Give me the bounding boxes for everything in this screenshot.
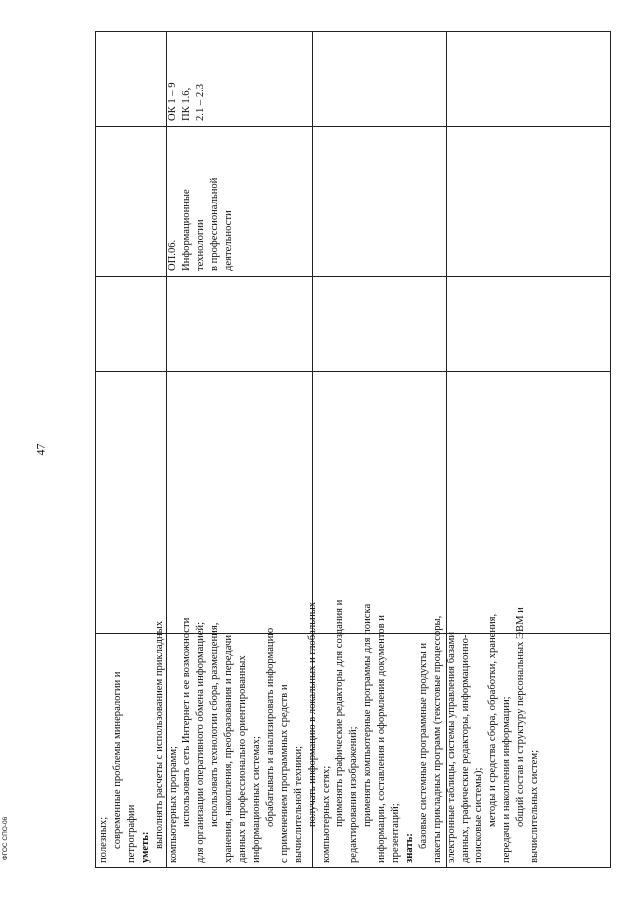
content-line: использовать сеть Интернет и ее возможности xyxy=(181,617,193,827)
footer-code: ФГОС СПО-06 xyxy=(2,816,10,861)
content-line: передачи и накопления информации; xyxy=(501,696,513,863)
content-line: электронные таблицы, системы управления базами xyxy=(445,631,457,863)
content-line: для организации оперативного обмена информацией; xyxy=(195,621,207,863)
content-line: хранения, накопления, преобразования и передачи xyxy=(223,634,235,863)
content-line: информации, составления и оформления документов и xyxy=(376,615,388,863)
content-line: уметь: xyxy=(139,831,151,863)
column-divider xyxy=(96,633,610,634)
page-number: 47 xyxy=(33,443,48,456)
discipline-line: деятельности xyxy=(222,210,234,271)
content-cell xyxy=(97,599,542,863)
content-line: данных, графические редакторы, информационно- xyxy=(459,634,471,863)
discipline-line: ОП.06. xyxy=(167,239,178,271)
content-line: современные проблемы минералогии и xyxy=(111,671,123,849)
content-line: пакеты прикладных программ (текстовые процессоры, xyxy=(431,615,443,863)
content-line: применять компьютерные программы для поиска xyxy=(362,603,374,827)
content-line: получать информацию в локальных и глобальных xyxy=(306,601,318,827)
content-line: базовые системные программные продукты и xyxy=(417,642,429,849)
content-line: вычислительных систем; xyxy=(529,749,541,863)
discipline-cell xyxy=(166,129,236,271)
content-line: презентаций; xyxy=(390,803,402,863)
discipline-line: Информационные xyxy=(180,189,192,271)
content-line: вычислительной техники; xyxy=(292,745,304,863)
content-line: редактирования изображений; xyxy=(348,726,360,863)
competence-line: ОК 1 – 9 xyxy=(167,82,178,121)
content-line: данных в профессионально ориентированных xyxy=(237,655,249,863)
content-line: информационных системах; xyxy=(250,736,262,863)
content-line: обрабатывать и анализировать информацию xyxy=(264,627,276,827)
content-line: выполнять расчеты с использованием прикладных xyxy=(153,620,165,849)
curriculum-table xyxy=(95,31,611,868)
competence-cell xyxy=(166,31,208,121)
content-line: общий состав и структуру персональных ЭВМ и xyxy=(515,607,527,827)
content-line: методы и средства сбора, обработки, хранения, xyxy=(487,613,499,827)
discipline-line: в профессиональной xyxy=(208,177,220,271)
column-divider xyxy=(96,276,610,277)
content-line: компьютерных сетях; xyxy=(320,765,332,863)
competence-line: ПК 1.6, xyxy=(180,87,192,121)
column-divider xyxy=(96,126,610,127)
rotated-page xyxy=(95,31,611,868)
content-line: компьютерных программ; xyxy=(167,745,179,863)
content-line: поисковые системы); xyxy=(473,767,485,863)
content-line: знать: xyxy=(403,833,415,863)
content-line: применять графические редакторы для создания и xyxy=(334,599,346,827)
content-line: полезных; xyxy=(98,816,109,863)
column-divider xyxy=(96,371,610,372)
content-line: использовать технологии сбора, размещения, xyxy=(209,622,221,827)
discipline-line: технологии xyxy=(194,219,206,271)
competence-line: 2.1 – 2.3 xyxy=(194,83,206,121)
content-line: петрографии xyxy=(125,804,137,863)
content-line: с применением программных средств и xyxy=(278,684,290,863)
